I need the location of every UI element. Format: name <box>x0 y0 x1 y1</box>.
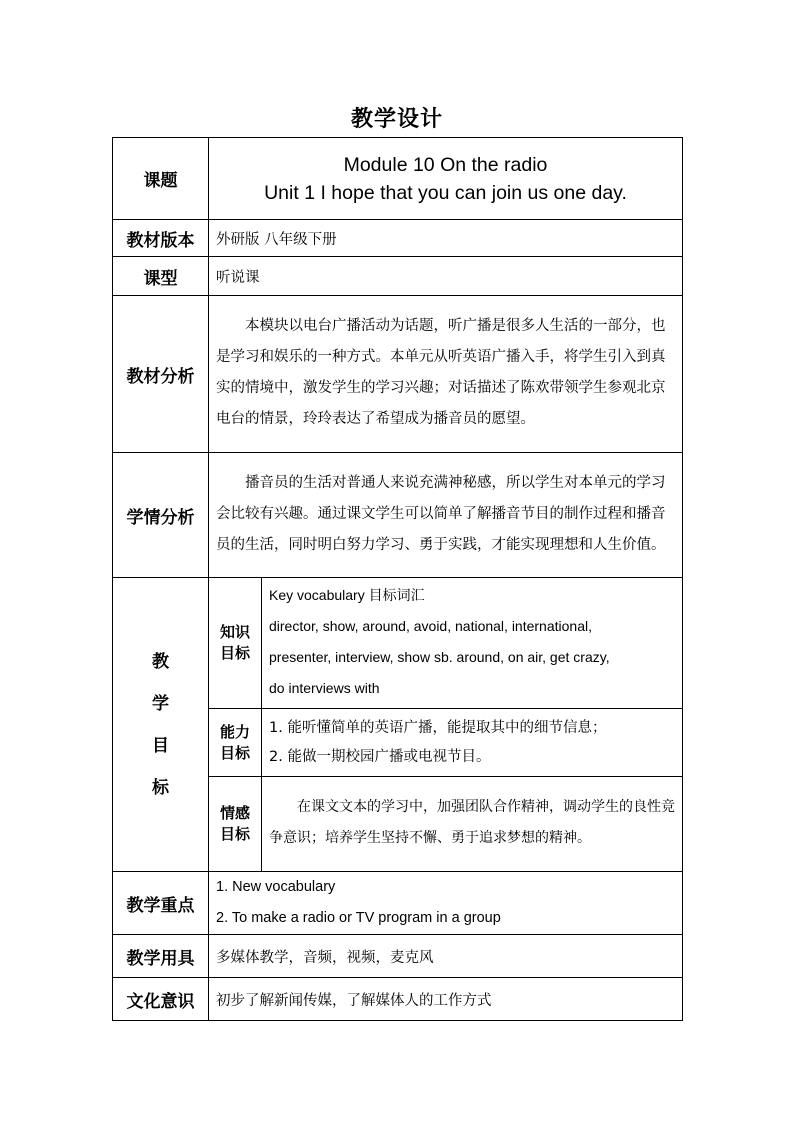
edition-label: 教材版本 <box>113 220 209 257</box>
student-analysis-row <box>113 453 683 578</box>
knowledge-line: director, show, around, avoid, national, international, <box>269 618 592 634</box>
key-point-item: 1. New vocabulary <box>216 879 336 895</box>
knowledge-objective-label <box>209 578 262 709</box>
lesson-type-row <box>113 257 683 296</box>
ability-objective-label <box>209 709 262 777</box>
ability-item: 2. 能做一期校园广播或电视节目。 <box>269 748 491 765</box>
student-analysis-text: 播音员的生活对普通人来说充满神秘感，所以学生对本单元的学习会比较有兴趣。通过课文学生可以简单了解播音节目的制作过程和播音员的生活，同时明白努力学习、勇于实践，才能实现理想和人生价值。 <box>209 453 683 578</box>
culture-row <box>113 978 683 1021</box>
objectives-char: 目 <box>152 735 169 756</box>
student-analysis-label: 学情分析 <box>113 453 209 578</box>
knowledge-label-line: 知识 <box>219 623 250 641</box>
key-point-item: 2. To make a radio or TV program in a group <box>216 910 501 926</box>
knowledge-objective-text <box>262 578 683 709</box>
knowledge-objective-row <box>113 578 683 709</box>
tools-label: 教学用具 <box>113 935 209 978</box>
objectives-char: 学 <box>152 693 169 714</box>
culture-label: 文化意识 <box>113 978 209 1021</box>
edition-value: 外研版 八年级下册 <box>209 220 683 257</box>
material-analysis-label: 教材分析 <box>113 296 209 453</box>
edition-row <box>113 220 683 257</box>
lesson-type-label: 课型 <box>113 257 209 296</box>
emotion-label-line: 情感 <box>219 804 250 822</box>
topic-module: Module 10 On the radio <box>343 153 548 176</box>
lesson-plan-table <box>112 137 683 1021</box>
knowledge-label-line: 目标 <box>219 644 250 662</box>
ability-objective-text <box>262 709 683 777</box>
knowledge-line: do interviews with <box>269 680 380 696</box>
objectives-label <box>113 578 209 872</box>
knowledge-line: Key vocabulary 目标词汇 <box>269 587 425 603</box>
culture-value: 初步了解新闻传媒，了解媒体人的工作方式 <box>209 978 683 1021</box>
objectives-char: 教 <box>152 651 169 672</box>
emotion-objective-label <box>209 777 262 872</box>
emotion-label-line: 目标 <box>219 825 250 843</box>
tools-row <box>113 935 683 978</box>
lesson-type-value: 听说课 <box>209 257 683 296</box>
knowledge-line: presenter, interview, show sb. around, on air, get crazy, <box>269 649 610 665</box>
emotion-objective-text: 在课文文本的学习中，加强团队合作精神，调动学生的良性竞争意识；培养学生坚持不懈、勇于追求梦想的精神。 <box>262 777 683 872</box>
material-analysis-row <box>113 296 683 453</box>
key-points-row <box>113 872 683 935</box>
topic-label: 课题 <box>113 138 209 220</box>
ability-item: 1. 能听懂简单的英语广播，能提取其中的细节信息； <box>269 719 607 736</box>
ability-label-line: 能力 <box>219 722 250 741</box>
material-analysis-text: 本模块以电台广播活动为话题，听广播是很多人生活的一部分，也是学习和娱乐的一种方式。本单元从听英语广播入手，将学生引入到真实的情境中，激发学生的学习兴趣；对话描述了陈欢带领学生参观北京电台的情景，玲玲表达了希望成为播音员的愿望。 <box>209 296 683 453</box>
topic-row <box>113 138 683 220</box>
key-points-text <box>209 872 683 935</box>
document-title: 教学设计 <box>350 107 443 132</box>
ability-label-line: 目标 <box>219 743 250 762</box>
topic-value <box>209 138 683 220</box>
tools-value: 多媒体教学，音频，视频，麦克风 <box>209 935 683 978</box>
topic-unit: Unit 1 I hope that you can join us one day. <box>264 181 627 204</box>
objectives-char: 标 <box>152 777 169 798</box>
key-points-label: 教学重点 <box>113 872 209 935</box>
